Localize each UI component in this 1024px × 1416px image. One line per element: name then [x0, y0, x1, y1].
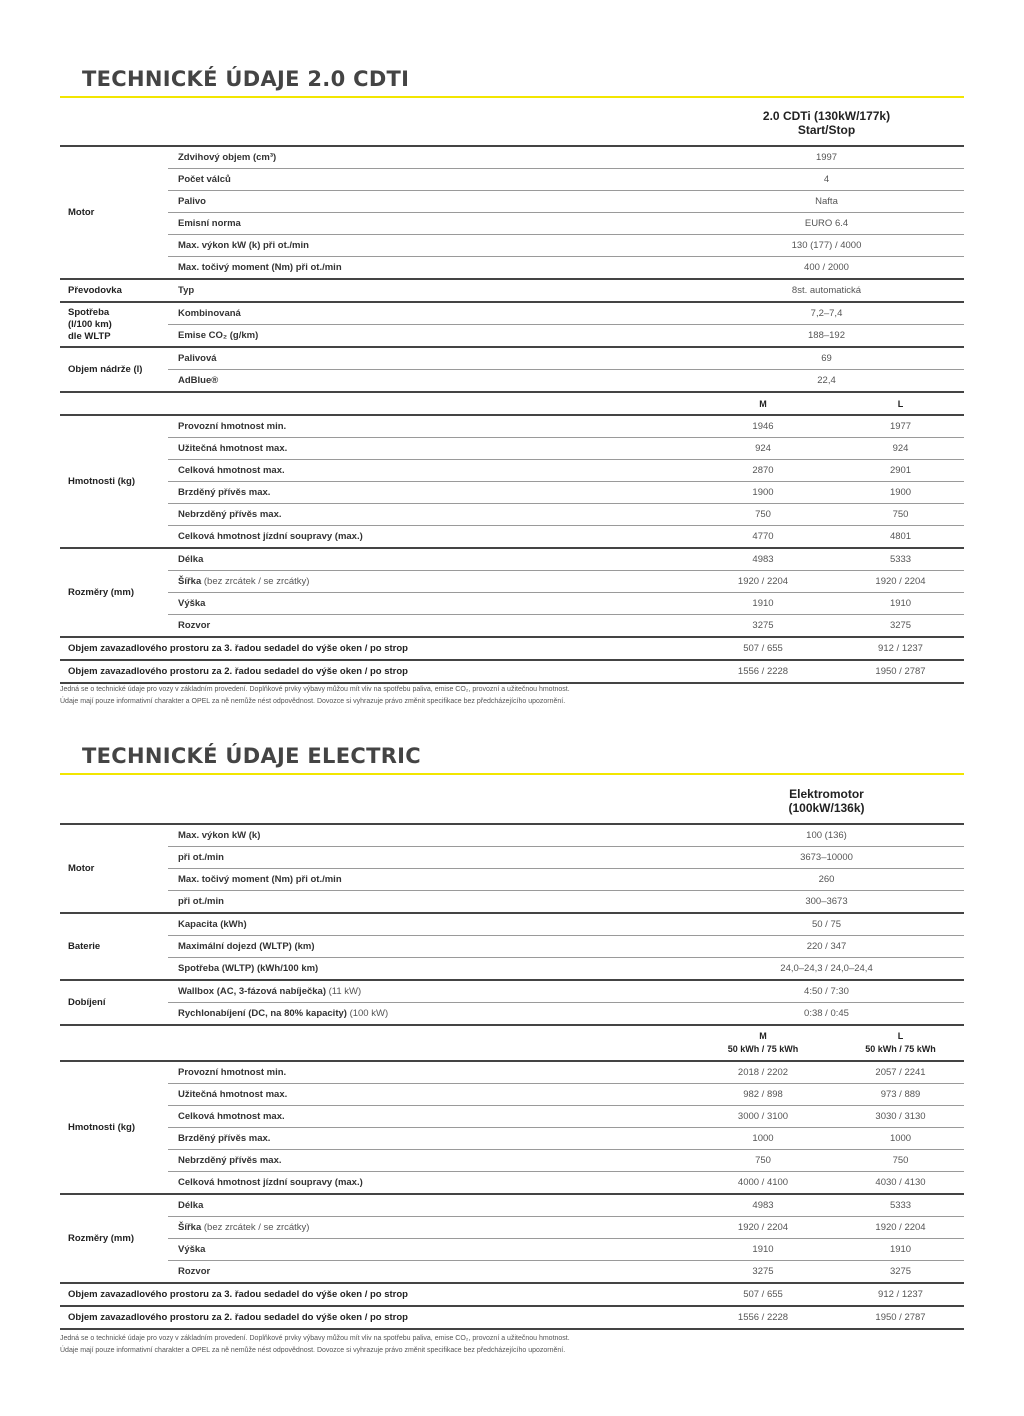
value-l: 5333: [837, 548, 964, 571]
row-label: Výška: [168, 1239, 689, 1261]
value-l: 1910: [837, 593, 964, 615]
value-m: 1556 / 2228: [689, 660, 837, 683]
row-label-group: [168, 1217, 689, 1239]
category-nadrz: Objem nádrže (l): [60, 347, 168, 392]
value-m: 1910: [689, 593, 837, 615]
value-m: 4983: [689, 1194, 837, 1217]
column-m: [689, 1025, 837, 1061]
row-label: při ot./min: [168, 891, 689, 914]
row-label: Rozvor: [168, 615, 689, 638]
value-l: 1900: [837, 482, 964, 504]
row-label: Užitečná hmotnost max.: [168, 1084, 689, 1106]
yellow-divider: [60, 773, 964, 775]
column-m: M: [689, 392, 837, 415]
value-m: 4770: [689, 526, 837, 549]
row-label: Délka: [168, 548, 689, 571]
value-m: 1920 / 2204: [689, 1217, 837, 1239]
category-prevodovka: Převodovka: [60, 279, 168, 302]
row-value: EURO 6.4: [689, 213, 964, 235]
row-label: Emisní norma: [168, 213, 689, 235]
column-m-sub: 50 kWh / 75 kWh: [727, 1044, 799, 1054]
value-l: 1920 / 2204: [837, 1217, 964, 1239]
footnote: [60, 1333, 964, 1357]
spec-table-electric: [60, 778, 964, 1330]
category-rozmery: Rozměry (mm): [60, 548, 168, 637]
row-value: 69: [689, 347, 964, 370]
value-l: 3030 / 3130: [837, 1106, 964, 1128]
row-label: AdBlue®: [168, 370, 689, 393]
row-label: Objem zavazadlového prostoru za 3. řadou sedadel do výše oken / po strop: [60, 637, 689, 660]
value-m: 1920 / 2204: [689, 571, 837, 593]
row-label: Brzděný přívěs max.: [168, 1128, 689, 1150]
value-l: 2901: [837, 460, 964, 482]
value-l: 1000: [837, 1128, 964, 1150]
row-label: Šířka: [178, 1222, 202, 1233]
row-value: 8st. automatická: [689, 279, 964, 302]
value-l: 5333: [837, 1194, 964, 1217]
value-l: 3275: [837, 1261, 964, 1284]
row-label: Max. výkon kW (k) při ot./min: [168, 235, 689, 257]
row-label-note: (11 kW): [328, 986, 362, 997]
row-label: Šířka: [178, 576, 202, 587]
value-m: 2018 / 2202: [689, 1061, 837, 1084]
column-l-sub: 50 kWh / 75 kWh: [865, 1044, 936, 1054]
value-l: 750: [837, 1150, 964, 1172]
value-m: 4000 / 4100: [689, 1172, 837, 1195]
row-value: 0:38 / 0:45: [689, 1003, 964, 1026]
row-label: Celková hmotnost max.: [168, 1106, 689, 1128]
value-l: 1910: [837, 1239, 964, 1261]
spec-table-cdti: [60, 100, 964, 684]
footnote-line: Údaje mají pouze informativní charakter a OPEL za ně nemůže nést odpovědnost. Dovozce si vyhrazuje právo změnit specifikace bez předcházejícího upozornění.: [60, 698, 566, 705]
row-value: 3673–10000: [689, 847, 964, 869]
row-label: Kapacita (kWh): [168, 913, 689, 936]
row-label: Zdvihový objem (cm³): [168, 146, 689, 169]
column-l-label: L: [897, 1031, 904, 1041]
row-label: Délka: [168, 1194, 689, 1217]
category-rozmery: Rozměry (mm): [60, 1194, 168, 1283]
column-l: L: [837, 392, 964, 415]
row-value: 220 / 347: [689, 936, 964, 958]
row-value: 260: [689, 869, 964, 891]
row-label: Objem zavazadlového prostoru za 3. řadou sedadel do výše oken / po strop: [60, 1283, 689, 1306]
row-label: Celková hmotnost max.: [168, 460, 689, 482]
value-m: 507 / 655: [689, 637, 837, 660]
value-m: 1900: [689, 482, 837, 504]
category-spotreba: Spotřeba (l/100 km) dle WLTP: [60, 302, 168, 347]
column-m-label: M: [759, 1031, 767, 1041]
row-label: Užitečná hmotnost max.: [168, 438, 689, 460]
row-value: Nafta: [689, 191, 964, 213]
footnote-line: Jedná se o technické údaje pro vozy v základním provedení. Doplňkové prvky výbavy můžou mít vliv na spotřebu paliva, emise CO₂, provozní a užitečnou hmotnost.: [60, 1335, 570, 1342]
engine-header: 2.0 CDTi (130kW/177k) Start/Stop: [689, 100, 964, 146]
engine-header: Elektromotor (100kW/136k): [689, 778, 964, 824]
value-m: 1946: [689, 415, 837, 438]
row-label: při ot./min: [168, 847, 689, 869]
row-label: Maximální dojezd (WLTP) (km): [168, 936, 689, 958]
value-m: 1556 / 2228: [689, 1306, 837, 1329]
row-label: Nebrzděný přívěs max.: [168, 504, 689, 526]
category-hmotnosti: Hmotnosti (kg): [60, 415, 168, 548]
row-label: Objem zavazadlového prostoru za 2. řadou sedadel do výše oken / po strop: [60, 660, 689, 683]
category-baterie: Baterie: [60, 913, 168, 980]
row-value: 100 (136): [689, 824, 964, 847]
row-label: Palivová: [168, 347, 689, 370]
row-value: 400 / 2000: [689, 257, 964, 280]
value-m: 924: [689, 438, 837, 460]
row-label-note: (100 kW): [349, 1008, 389, 1019]
value-m: 982 / 898: [689, 1084, 837, 1106]
value-m: 750: [689, 504, 837, 526]
value-l: 924: [837, 438, 964, 460]
row-label-group: [168, 1003, 689, 1026]
value-l: 1950 / 2787: [837, 1306, 964, 1329]
row-label: Rychlonabíjení (DC, na 80% kapacity): [178, 1008, 347, 1019]
row-label-note: (bez zrcátek / se zrcátky): [203, 1222, 310, 1233]
section-title-electric: TECHNICKÉ ÚDAJE ELECTRIC: [82, 744, 421, 768]
value-l: 912 / 1237: [837, 1283, 964, 1306]
row-label: Spotřeba (WLTP) (kWh/100 km): [168, 958, 689, 981]
value-m: 2870: [689, 460, 837, 482]
category-motor: Motor: [60, 824, 168, 913]
row-value: 7,2–7,4: [689, 302, 964, 325]
row-label: Typ: [168, 279, 689, 302]
row-label: Provozní hmotnost min.: [168, 1061, 689, 1084]
row-value: 1997: [689, 146, 964, 169]
row-value: 4:50 / 7:30: [689, 980, 964, 1003]
value-l: 3275: [837, 615, 964, 638]
value-m: 3000 / 3100: [689, 1106, 837, 1128]
value-m: 1910: [689, 1239, 837, 1261]
value-l: 4030 / 4130: [837, 1172, 964, 1195]
category-dobijeni: Dobíjení: [60, 980, 168, 1025]
value-m: 4983: [689, 548, 837, 571]
row-value: 4: [689, 169, 964, 191]
row-label: Max. točivý moment (Nm) při ot./min: [168, 257, 689, 280]
row-value: 24,0–24,3 / 24,0–24,4: [689, 958, 964, 981]
row-label: Provozní hmotnost min.: [168, 415, 689, 438]
row-label: Kombinovaná: [168, 302, 689, 325]
value-l: 2057 / 2241: [837, 1061, 964, 1084]
value-l: 750: [837, 504, 964, 526]
value-m: 3275: [689, 1261, 837, 1284]
row-label: Palivo: [168, 191, 689, 213]
row-label: Objem zavazadlového prostoru za 2. řadou sedadel do výše oken / po strop: [60, 1306, 689, 1329]
footnote-line: Jedná se o technické údaje pro vozy v základním provedení. Doplňkové prvky výbavy můžou mít vliv na spotřebu paliva, emise CO₂, provozní a užitečnou hmotnost.: [60, 686, 570, 693]
row-label: Nebrzděný přívěs max.: [168, 1150, 689, 1172]
row-label: Rozvor: [168, 1261, 689, 1284]
row-value: 50 / 75: [689, 913, 964, 936]
row-label: Celková hmotnost jízdní soupravy (max.): [168, 526, 689, 549]
row-label: Max. točivý moment (Nm) při ot./min: [168, 869, 689, 891]
column-l: [837, 1025, 964, 1061]
row-label-group: [168, 980, 689, 1003]
row-value: 22,4: [689, 370, 964, 393]
category-motor: Motor: [60, 146, 168, 279]
row-label-group: [168, 571, 689, 593]
section-title-cdti: TECHNICKÉ ÚDAJE 2.0 CDTI: [82, 67, 410, 91]
row-label: Max. výkon kW (k): [168, 824, 689, 847]
value-m: 1000: [689, 1128, 837, 1150]
footnote: [60, 684, 964, 708]
row-label: Emise CO₂ (g/km): [168, 325, 689, 348]
yellow-divider: [60, 96, 964, 98]
value-m: 3275: [689, 615, 837, 638]
value-l: 4801: [837, 526, 964, 549]
row-label-note: (bez zrcátek / se zrcátky): [203, 576, 310, 587]
row-label: Výška: [168, 593, 689, 615]
value-l: 912 / 1237: [837, 637, 964, 660]
value-l: 973 / 889: [837, 1084, 964, 1106]
footnote-line: Údaje mají pouze informativní charakter a OPEL za ně nemůže nést odpovědnost. Dovozce si vyhrazuje právo změnit specifikace bez předcházejícího upozornění.: [60, 1347, 566, 1354]
value-m: 750: [689, 1150, 837, 1172]
value-l: 1950 / 2787: [837, 660, 964, 683]
value-m: 507 / 655: [689, 1283, 837, 1306]
category-hmotnosti: Hmotnosti (kg): [60, 1061, 168, 1194]
value-l: 1920 / 2204: [837, 571, 964, 593]
row-label: Počet válců: [168, 169, 689, 191]
row-value: 300–3673: [689, 891, 964, 914]
row-value: 130 (177) / 4000: [689, 235, 964, 257]
row-label: Celková hmotnost jízdní soupravy (max.): [168, 1172, 689, 1195]
row-label: Brzděný přívěs max.: [168, 482, 689, 504]
row-label: Wallbox (AC, 3-fázová nabíječka): [178, 986, 326, 997]
row-value: 188–192: [689, 325, 964, 348]
value-l: 1977: [837, 415, 964, 438]
